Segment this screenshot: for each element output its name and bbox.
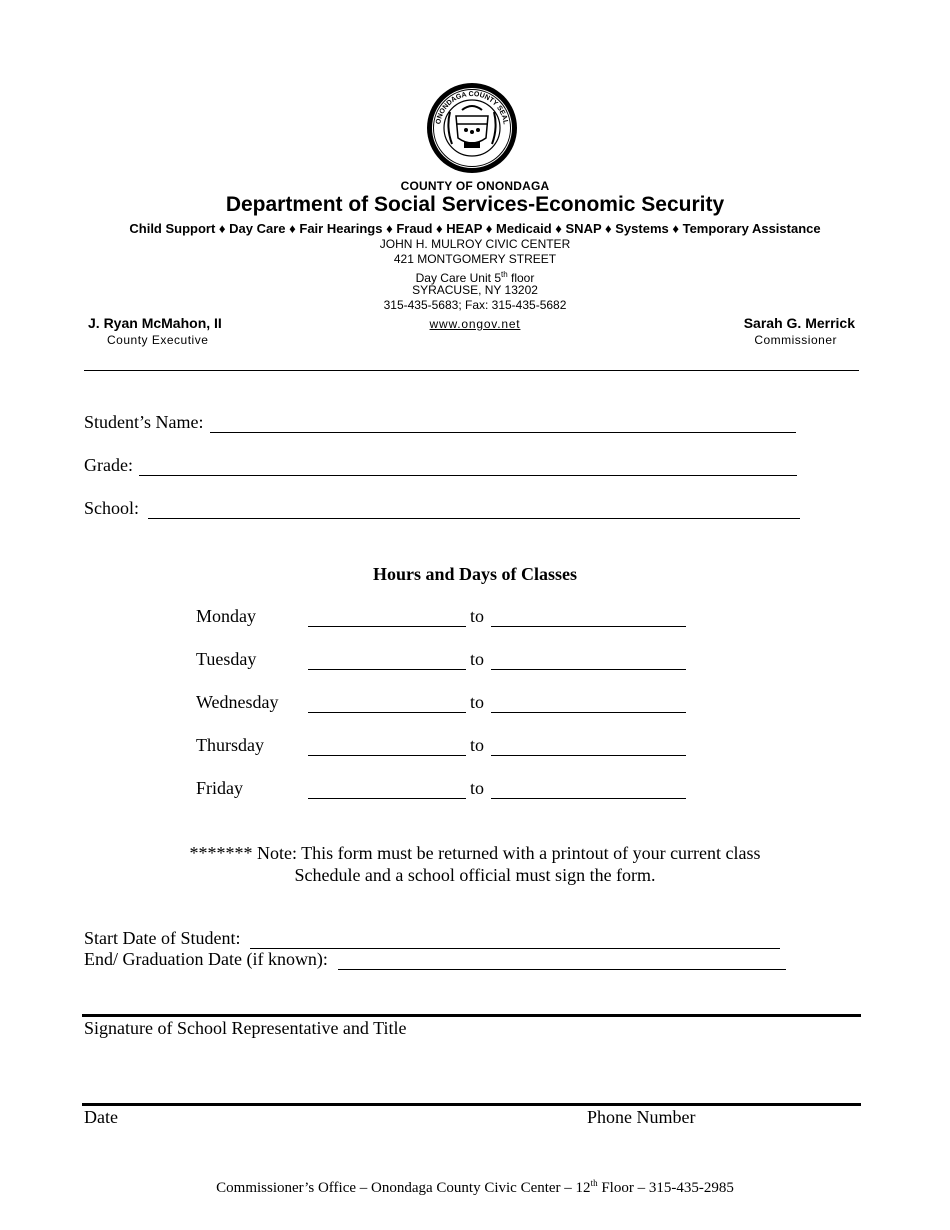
note-line-2: Schedule and a school official must sign the form. <box>294 865 656 885</box>
thursday-start-line[interactable] <box>308 737 466 756</box>
schedule-title: Hours and Days of Classes <box>372 564 578 584</box>
address-line-1: JOHN H. MULROY CIVIC CENTER <box>379 237 571 251</box>
wednesday-start-line[interactable] <box>308 694 466 713</box>
header-divider <box>84 370 859 371</box>
grade-label: Grade: <box>84 455 133 475</box>
footer-pre: Commissioner’s Office – Onondaga County Civic Center – 12 <box>216 1180 591 1196</box>
county-name: COUNTY OF ONONDAGA <box>400 179 550 193</box>
day-friday: Friday <box>196 778 243 798</box>
day-wednesday: Wednesday <box>196 692 279 712</box>
address-line-3-post: floor <box>507 271 535 285</box>
friday-start-line[interactable] <box>308 780 466 799</box>
county-seal-logo <box>426 82 518 174</box>
monday-end-line[interactable] <box>491 608 686 627</box>
note-line-1: ******* Note: This form must be returned with a printout of your current class <box>189 843 761 863</box>
end-date-input-line[interactable] <box>338 951 786 970</box>
friday-to: to <box>470 778 485 798</box>
tuesday-to: to <box>470 649 485 669</box>
start-date-label: Start Date of Student: <box>84 928 241 948</box>
executive-title: County Executive <box>107 333 209 347</box>
executive-name: J. Ryan McMahon, II <box>88 315 222 331</box>
friday-end-line[interactable] <box>491 780 686 799</box>
thursday-end-line[interactable] <box>491 737 686 756</box>
footer-address <box>0 1178 950 1197</box>
address-line-3-pre: Day Care Unit 5 <box>415 271 501 285</box>
tuesday-end-line[interactable] <box>491 651 686 670</box>
wednesday-end-line[interactable] <box>491 694 686 713</box>
department-title: Department of Social Services-Economic Security <box>225 193 725 216</box>
signature-label: Signature of School Representative and Title <box>84 1018 407 1038</box>
footer-post: Floor – 315-435-2985 <box>597 1180 734 1196</box>
day-thursday: Thursday <box>196 735 264 755</box>
wednesday-to: to <box>470 692 485 712</box>
phone-number-label: Phone Number <box>587 1107 696 1127</box>
monday-to: to <box>470 606 485 626</box>
grade-input-line[interactable] <box>139 455 797 476</box>
monday-start-line[interactable] <box>308 608 466 627</box>
date-phone-line[interactable] <box>82 1103 861 1106</box>
student-name-label: Student’s Name: <box>84 412 204 432</box>
services-list: Child Support ♦ Day Care ♦ Fair Hearings ♦ Fraud ♦ HEAP ♦ Medicaid ♦ SNAP ♦ Systems ♦ Temporary Assistance <box>129 221 821 236</box>
start-date-input-line[interactable] <box>250 930 780 949</box>
address-line-4: SYRACUSE, NY 13202 <box>412 283 538 297</box>
address-line-2: 421 MONTGOMERY STREET <box>393 252 557 266</box>
day-monday: Monday <box>196 606 256 626</box>
student-name-field <box>84 412 796 433</box>
date-label: Date <box>84 1107 118 1127</box>
commissioner-title: Commissioner <box>754 333 837 347</box>
footer-sup: th <box>590 1178 598 1188</box>
student-name-input-line[interactable] <box>210 412 796 433</box>
thursday-to: to <box>470 735 485 755</box>
address-line-3-sup: th <box>501 270 508 279</box>
start-date-field <box>84 928 780 949</box>
commissioner-name: Sarah G. Merrick <box>743 315 855 331</box>
end-date-label: End/ Graduation Date (if known): <box>84 949 328 969</box>
seal-text: ONONDAGA COUNTY SEAL <box>435 90 509 125</box>
day-tuesday: Tuesday <box>196 649 257 669</box>
tuesday-start-line[interactable] <box>308 651 466 670</box>
school-field <box>84 498 800 519</box>
school-label: School: <box>84 498 140 518</box>
end-date-field <box>84 949 786 970</box>
phone-fax: 315-435-5683; Fax: 315-435-5682 <box>383 298 567 312</box>
grade-field <box>84 455 797 476</box>
school-input-line[interactable] <box>148 498 800 519</box>
signature-line[interactable] <box>82 1014 861 1017</box>
website-link[interactable]: www.ongov.net <box>429 317 521 331</box>
